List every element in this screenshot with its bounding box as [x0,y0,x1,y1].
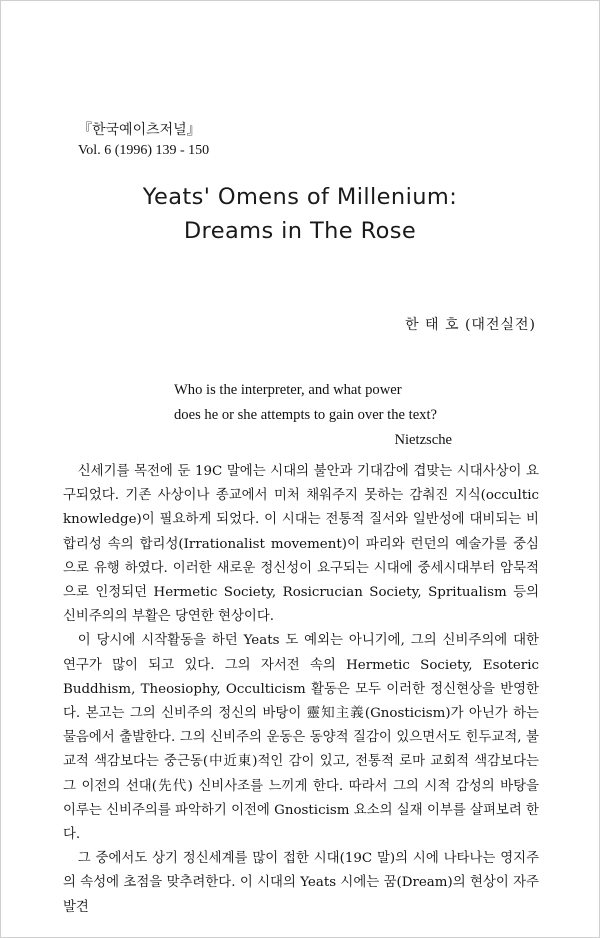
article-body [63,460,539,920]
epigraph [174,378,464,453]
article-title [0,180,600,248]
paragraph-1: 신세기를 목전에 둔 19C 말에는 시대의 불안과 기대감에 겹맞는 시대사상이 요구되었다. 기존 사상이나 종교에서 미처 채워주지 못하는 감춰진 지식(occultic knowledge)이 필요하게 되었다. 이 시대는 전통적 질서와 일반성에 대비되는 비합리성 속의 합리성(Irrationalist movement)이 파리와 런던의 예술가를 중심으로 유행 하였다. 이러한 새로운 정신성이 요구되는 시대에 중세시대부터 암묵적으로 인정되던 Hermetic Society, Rosicrucian Society, Spritualism 등의 신비주의의 부활은 당연한 현상이다. [63,464,539,625]
title-line-1: Yeats' Omens of Millenium: [142,184,458,210]
journal-volume: Vol. 6 (1996) 139 - 150 [78,143,210,158]
epigraph-line-2: does he or she attempts to gain over the text? [174,407,438,423]
epigraph-line-1: Who is the interpreter, and what power [174,382,402,398]
journal-name: 『한국예이츠저널』 [78,123,201,138]
author-name: 한 태 호 (대전실전) [405,317,536,333]
title-line-2: Dreams in The Rose [183,218,417,244]
journal-header [78,121,209,161]
epigraph-attribution: Nietzsche [394,432,452,448]
paragraph-3: 그 중에서도 상기 정신세계를 많이 접한 시대(19C 말)의 시에 나타나는 영지주의 속성에 초점을 맞추려한다. 이 시대의 Yeats 시에는 꿈(Dream)의 현상이 자주 발견 [63,851,539,915]
paragraph-2: 이 당시에 시작활동을 하던 Yeats 도 예외는 아니기에, 그의 신비주의에 대한 연구가 많이 되고 있다. 그의 자서전 속의 Hermetic Society, Esoteric Buddhism, Theosiophy, Occulticism 활동은 모두 이러한 정신현상을 반영한다. 본고는 그의 신비주의 정신의 바탕이 靈知主義(Gnosticism)가 아닌가 하는 물음에서 출발한다. 그의 신비주의 운동은 동양적 질감이 있으면서도 힌두교적, 불교적 색감보다는 중근동(中近東)적인 감이 있고, 전통적 로마 교회적 색감보다는 그 이전의 선대(先代) 신비사조를 느끼게 한다. 따라서 그의 시적 감성의 바탕을 이루는 신비주의를 파악하기 이전에 Gnosticism 요소의 실재 이부를 살펴보려 한다. [63,633,539,843]
